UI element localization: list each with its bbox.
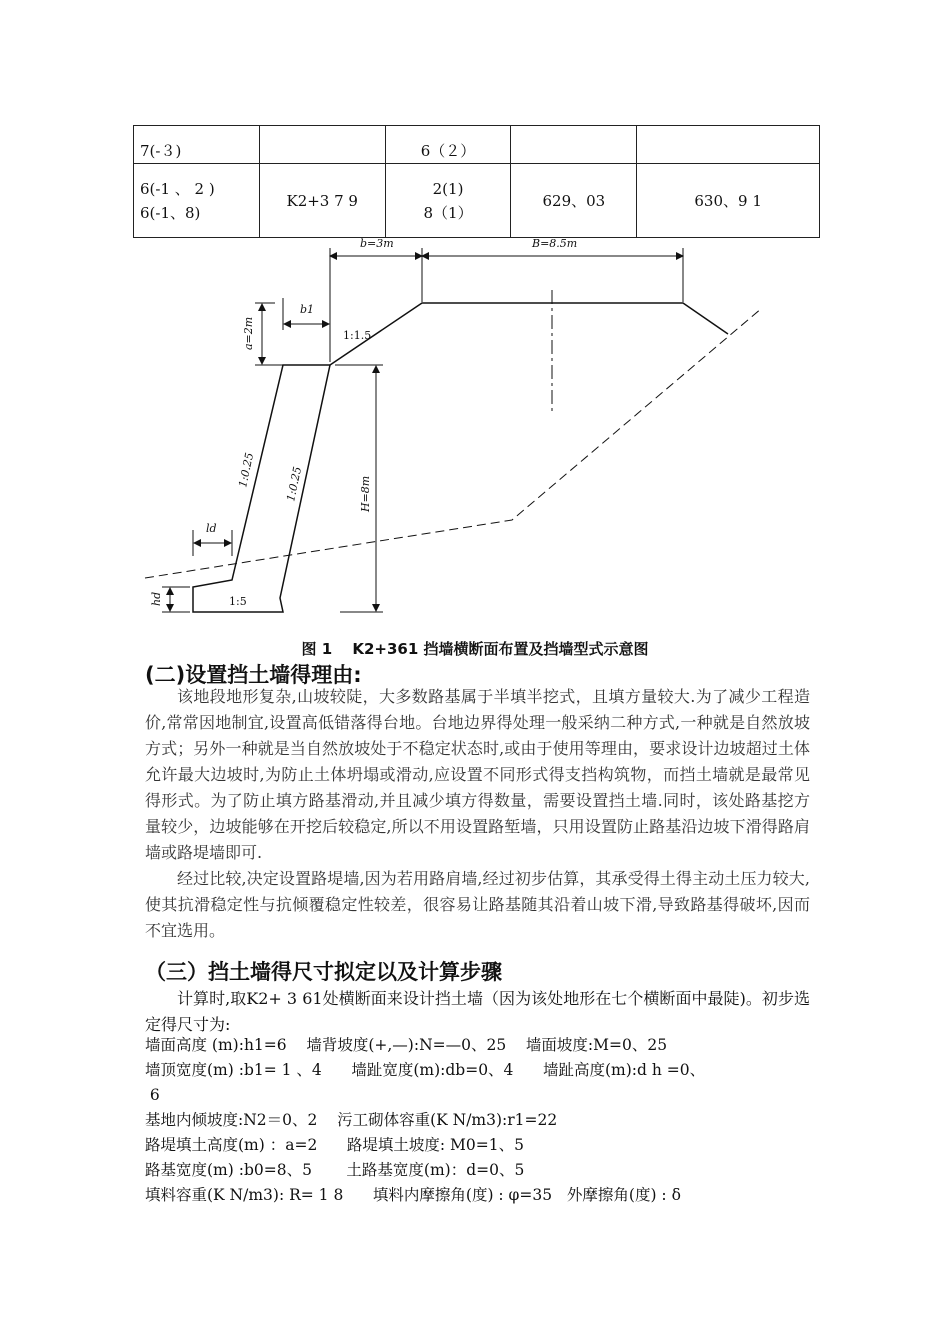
wall-outline — [193, 365, 330, 612]
table-cell — [511, 126, 637, 164]
retaining-wall-diagram — [0, 230, 950, 625]
cell-text: 6(-1 、 2 ) — [140, 179, 215, 198]
label-base-slope: 1:5 — [229, 595, 247, 608]
label-slope-right: 1:0.25 — [284, 465, 305, 503]
road-profile — [330, 303, 728, 365]
paragraph: 该地段地形复杂,山坡较陡，大多数路基属于半填半挖式，且填方量较大.为了减少工程造价,常常因地制宜,设置高低错落得台地。台地边界得处理一般采纳二种方式,一种就是自然放坡方式；另外一种就是当自然放坡处于不稳定状态时,或由于使用等理由，要求设计边坡超过土体允许最大边坡时,为防止土体坍塌或滑动,应设置不同形式得支挡构筑物，而挡土墙就是最常见得形式。为了防止填方路基滑动,并且减少填方得数量，需要设置挡土墙.同时，该处路基挖方量较少，边坡能够在开挖后较稳定,所以不用设置路堑墙，只用设置防止路基沿边坡下滑得路肩墙或路堤墙即可. — [145, 687, 810, 862]
table-cell — [511, 164, 637, 238]
paragraph: 计算时,取K2+ 3 61处横断面来设计挡土墙（因为该处地形在七个横断面中最陡)。初步选定得尺寸为: — [145, 989, 810, 1034]
section-heading: (二)设置挡土墙得理由: — [145, 663, 362, 687]
parameter-line: 填料容重(K N/m3): R= 1 8 填料内摩擦角(度) : φ=35 外摩擦角(度) : δ — [145, 1186, 681, 1204]
section-body — [145, 684, 810, 944]
table-cell — [259, 126, 385, 164]
cell-text: 2(1) — [432, 179, 464, 198]
label-H: H=8m — [359, 475, 372, 512]
section-heading: （三）挡土墙得尺寸拟定以及计算步骤 — [145, 960, 502, 984]
table-cell — [385, 164, 511, 238]
figure-caption: 图 1 K2+361 挡墙横断面布置及挡墙型式示意图 — [301, 640, 649, 658]
cell-text: 8（1） — [423, 203, 473, 222]
label-a: a=2m — [242, 316, 255, 350]
cell-text: 7(-３) — [140, 142, 182, 160]
label-ld: ld — [206, 522, 217, 535]
parameter-line: 基地内倾坡度:N2＝0、2 污工砌体容重(K N/m3):r1=22 — [145, 1111, 558, 1129]
label-b: b=3m — [360, 237, 394, 250]
table-cell — [637, 126, 820, 164]
label-slope-left: 1:0.25 — [236, 451, 257, 489]
paragraph: 经过比较,决定设置路堤墙,因为若用路肩墙,经过初步估算，其承受得土得主动土压力较大,使其抗滑稳定性与抗倾覆稳定性较差，很容易让路基随其沿着山坡下滑,导致路基得破坏,因而不宜选用。 — [145, 869, 810, 940]
table-cell — [134, 164, 260, 238]
cell-text: 6（２） — [420, 142, 476, 160]
cell-text: 630、9 1 — [694, 191, 762, 210]
section-intro — [145, 986, 810, 1038]
data-table — [133, 125, 820, 238]
cell-text: K2+3 7 9 — [286, 191, 358, 210]
table-cell — [259, 164, 385, 238]
table-row — [134, 126, 820, 164]
table-row — [134, 164, 820, 238]
parameter-line: 路堤填土高度(m) ：a=2 路堤填土坡度: M0=1、5 — [145, 1136, 524, 1154]
cell-text: 629、03 — [542, 191, 606, 210]
label-slope-top: 1:1.5 — [343, 329, 372, 342]
label-hd: hd — [150, 591, 163, 606]
label-b1: b1 — [300, 303, 315, 316]
parameter-line: 6 — [145, 1086, 160, 1104]
parameter-list — [145, 1033, 825, 1208]
table-cell — [385, 126, 511, 164]
label-B: B=8.5m — [532, 237, 578, 250]
parameter-line: 墙顶宽度(m) :b1= 1 、4 墙趾宽度(m):db=0、4 墙趾高度(m):d h =0、 — [145, 1061, 706, 1079]
ground-line — [145, 308, 762, 578]
parameter-line: 墙面高度 (m):h1=6 墙背坡度(+,—):N=—0、25 墙面坡度:M=0、25 — [145, 1036, 668, 1054]
parameter-line: 路基宽度(m) :b0=8、5 土路基宽度(m)：d=0、5 — [145, 1161, 525, 1179]
table-cell — [637, 164, 820, 238]
table-cell — [134, 126, 260, 164]
cell-text: 6(-1、8) — [140, 203, 201, 222]
